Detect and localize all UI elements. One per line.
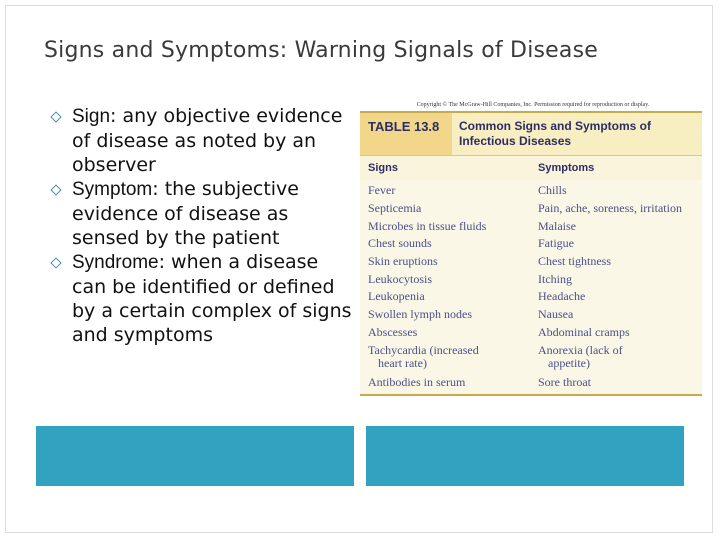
- diamond-bullet-icon: [50, 111, 61, 122]
- symptom-cell: Pain, ache, soreness, irritation: [538, 201, 682, 215]
- sign-cell: Chest sounds: [368, 236, 432, 250]
- sign-cell: Microbes in tissue fluids: [368, 219, 487, 233]
- copyright-notice: Copyright © The McGraw-Hill Companies, Inc. Permission required for reproduction or display.: [416, 102, 650, 108]
- bullet-term: Sign: [72, 106, 111, 127]
- symptom-cell: [538, 344, 698, 370]
- table-body: [360, 180, 702, 396]
- sign-cell: Skin eruptions: [368, 254, 438, 268]
- table-label: TABLE 13.8: [360, 113, 452, 157]
- symptom-cell: Sore throat: [538, 375, 591, 389]
- bullet-term: Symptom: [72, 179, 153, 200]
- bullet-definition: : the subjective evidence of disease as sensed by the patient: [72, 178, 299, 249]
- symptom-cell: Nausea: [538, 307, 574, 321]
- bullet-item-symptom: [52, 177, 352, 250]
- sign-cell: Septicemia: [368, 201, 422, 215]
- bullet-list: [52, 104, 352, 347]
- table-caption: Common Signs and Symptoms of Infectious Diseases: [459, 119, 652, 148]
- bullet-item-syndrome: [52, 250, 352, 347]
- column-header-signs: Signs: [368, 162, 398, 174]
- content-panel-right: [366, 426, 684, 486]
- bullet-term: Syndrome: [72, 252, 159, 273]
- sign-cell-line: Tachycardia (increased: [368, 343, 479, 357]
- bullet-item-sign: [52, 104, 352, 177]
- sign-cell: [368, 344, 533, 370]
- sign-cell: Abscesses: [368, 325, 418, 339]
- symptom-cell: Abdominal cramps: [538, 325, 630, 339]
- table-column-headers: [360, 155, 702, 181]
- sign-cell: Antibodies in serum: [368, 375, 466, 389]
- sign-cell: Leukopenia: [368, 289, 425, 303]
- symptom-cell: Itching: [538, 272, 572, 286]
- table-figure: [360, 102, 702, 397]
- symptom-cell: Malaise: [538, 219, 576, 233]
- symptom-cell-continuation: appetite): [548, 356, 590, 370]
- slide-title: Signs and Symptoms: Warning Signals of Disease: [44, 38, 598, 63]
- symptom-cell: Fatigue: [538, 236, 574, 250]
- bullet-definition: : any objective evidence of disease as noted by an observer: [72, 105, 343, 176]
- symptom-cell: Headache: [538, 289, 586, 303]
- sign-cell: Fever: [368, 183, 396, 197]
- sign-cell: Swollen lymph nodes: [368, 307, 472, 321]
- column-header-symptoms: Symptoms: [538, 162, 595, 174]
- diamond-bullet-icon: [50, 257, 61, 268]
- table-header: [360, 111, 702, 157]
- symptom-cell: Chest tightness: [538, 254, 612, 268]
- diamond-bullet-icon: [50, 184, 61, 195]
- symptom-cell: Chills: [538, 183, 567, 197]
- content-panel-left: [36, 426, 354, 486]
- symptom-cell-line: Anorexia (lack of: [538, 343, 623, 357]
- sign-cell: Leukocytosis: [368, 272, 432, 286]
- sign-cell-continuation: heart rate): [378, 356, 427, 370]
- bullet-definition: : when a disease can be identified or defined by a certain complex of signs and symptoms: [72, 251, 352, 346]
